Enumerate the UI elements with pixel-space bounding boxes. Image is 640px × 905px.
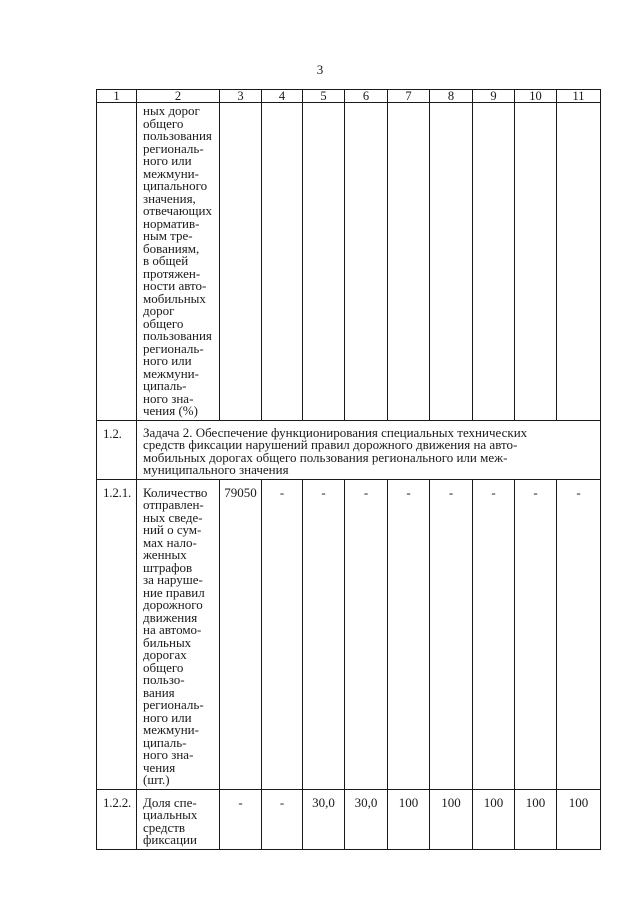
value-cell [303, 103, 345, 421]
value-cell: 79050 [220, 479, 262, 789]
indicator-table [96, 89, 601, 850]
table-row-task [97, 420, 601, 479]
column-header: 5 [303, 90, 345, 103]
value-cell [515, 103, 557, 421]
indicator-name: Количество отправлен- ных сведе- ний о сум- мах нало- женных штрафов за наруше- ние правил дорожного движения на автомо- бильных дорогах общего пользо- вания региональ- ного или межмуни- ципаль- ного зна- чения (шт.) [137, 479, 220, 789]
value-cell: - [473, 479, 515, 789]
task-title: Задача 2. Обеспечение функционирования специальных технических средств фиксации нарушений правил дорожного движения на авто- мобильных дорогах общего пользования регионального или меж- муниципального значения [137, 420, 601, 479]
column-header: 1 [97, 90, 137, 103]
value-cell: - [515, 479, 557, 789]
value-cell: 100 [557, 789, 601, 849]
value-cell [262, 103, 303, 421]
column-header: 8 [430, 90, 473, 103]
column-header: 2 [137, 90, 220, 103]
column-header: 9 [473, 90, 515, 103]
value-cell: - [262, 479, 303, 789]
value-cell: - [262, 789, 303, 849]
value-cell: 100 [515, 789, 557, 849]
indicator-name: ных дорог общего пользования региональ- ного или межмуни- ципального значения, отвечающих норматив- ным тре- бованиям, в общей протяжен- ности авто- мобильных дорог общего пользования региональ- ного или межмуни- ципаль- ного зна- чения (%) [137, 103, 220, 421]
table-row-continuation [97, 103, 601, 421]
value-cell: - [345, 479, 388, 789]
value-cell: 100 [473, 789, 515, 849]
value-cell [473, 103, 515, 421]
value-cell [388, 103, 430, 421]
value-cell [220, 103, 262, 421]
code-cell: 1.2.1. [97, 479, 137, 789]
code-cell: 1.2. [97, 420, 137, 479]
column-header: 10 [515, 90, 557, 103]
column-header: 3 [220, 90, 262, 103]
column-header: 4 [262, 90, 303, 103]
value-cell: 100 [430, 789, 473, 849]
column-header: 7 [388, 90, 430, 103]
value-cell: - [303, 479, 345, 789]
value-cell: 30,0 [345, 789, 388, 849]
value-cell [345, 103, 388, 421]
value-cell: - [388, 479, 430, 789]
value-cell [430, 103, 473, 421]
column-header: 11 [557, 90, 601, 103]
value-cell: 30,0 [303, 789, 345, 849]
indicator-name: Доля спе- циальных средств фиксации [137, 789, 220, 849]
value-cell: 100 [388, 789, 430, 849]
value-cell: - [220, 789, 262, 849]
code-cell: 1.2.2. [97, 789, 137, 849]
table-row-1-2-2 [97, 789, 601, 849]
code-cell [97, 103, 137, 421]
value-cell: - [557, 479, 601, 789]
table-header-row [97, 90, 601, 103]
page-number: 3 [316, 62, 324, 77]
value-cell: - [430, 479, 473, 789]
table-row-1-2-1 [97, 479, 601, 789]
value-cell [557, 103, 601, 421]
column-header: 6 [345, 90, 388, 103]
